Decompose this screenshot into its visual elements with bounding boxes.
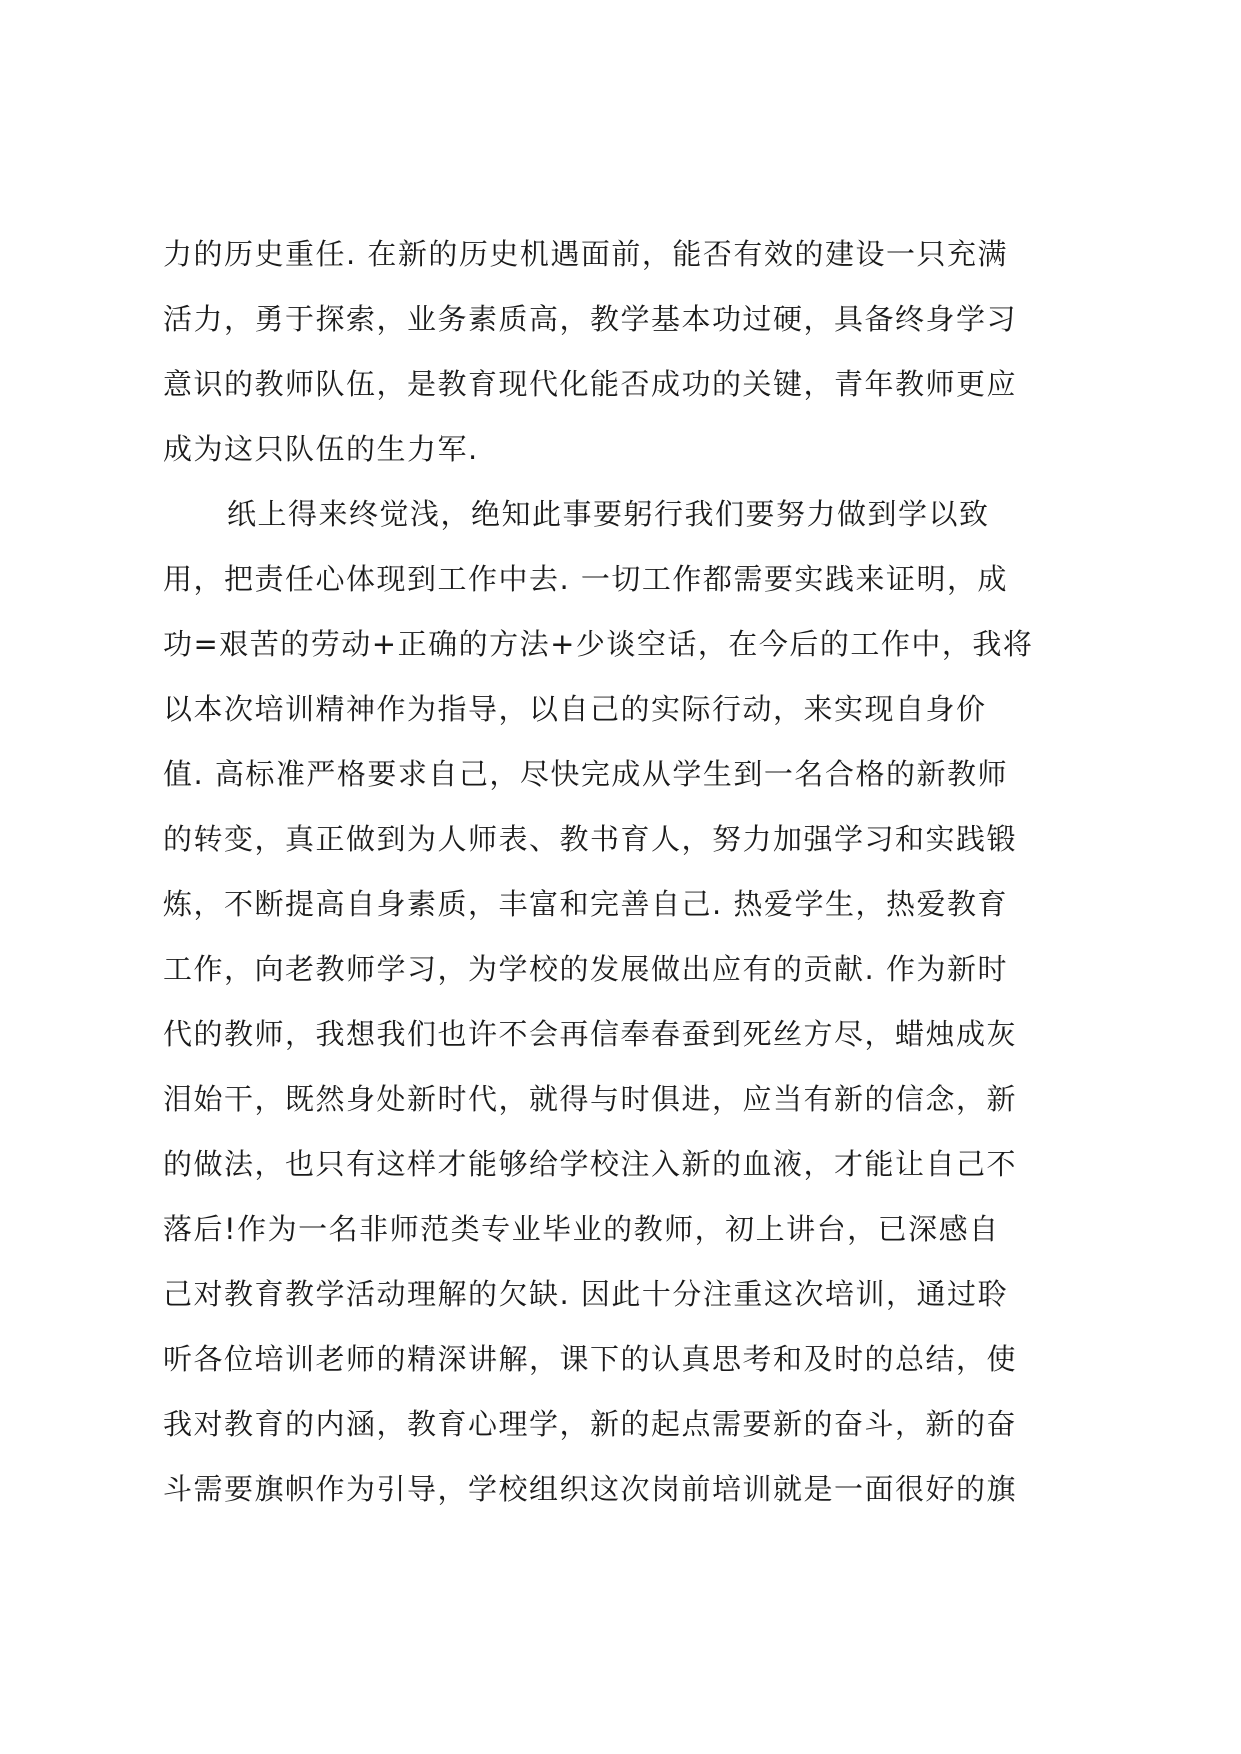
text-line: 的转变，真正做到为人师表、教书育人，努力加强学习和实践锻 [163, 822, 1018, 856]
text-line: 己对教育教学活动理解的欠缺. 因此十分注重这次培训，通过聆 [163, 1277, 1008, 1311]
paragraph-1 [163, 222, 1093, 482]
text-line: 泪始干，既然身处新时代，就得与时俱进，应当有新的信念，新 [163, 1082, 1018, 1116]
text-line: 斗需要旗帜作为引导，学校组织这次岗前培训就是一面很好的旗 [163, 1472, 1018, 1506]
text-line: 的做法，也只有这样才能够给学校注入新的血液，才能让自己不 [163, 1147, 1018, 1181]
text-line: 意识的教师队伍，是教育现代化能否成功的关键，青年教师更应 [163, 367, 1018, 401]
text-line: 力的历史重任. 在新的历史机遇面前，能否有效的建设一只充满 [163, 237, 1008, 271]
text-line: 代的教师，我想我们也许不会再信奉春蚕到死丝方尽，蜡烛成灰 [163, 1017, 1018, 1051]
text-line: 值. 高标准严格要求自己，尽快完成从学生到一名合格的新教师 [163, 757, 1008, 791]
body-text [163, 222, 1093, 1522]
text-line: 我对教育的内涵，教育心理学，新的起点需要新的奋斗，新的奋 [163, 1407, 1018, 1441]
text-line: 功=艰苦的劳动+正确的方法+少谈空话，在今后的工作中，我将 [163, 627, 1034, 661]
text-line: 活力，勇于探索，业务素质高，教学基本功过硬，具备终身学习 [163, 302, 1018, 336]
text-line: 用，把责任心体现到工作中去. 一切工作都需要实践来证明，成 [163, 562, 1008, 596]
paragraph-2 [163, 482, 1093, 1522]
text-line: 纸上得来终觉浅，绝知此事要躬行我们要努力做到学以致 [227, 497, 990, 531]
text-line: 炼，不断提高自身素质，丰富和完善自己. 热爱学生，热爱教育 [163, 887, 1008, 921]
text-line: 落后!作为一名非师范类专业毕业的教师，初上讲台，已深感自 [163, 1212, 1000, 1246]
text-line: 以本次培训精神作为指导，以自己的实际行动，来实现自身价 [163, 692, 987, 726]
text-line: 听各位培训老师的精深讲解，课下的认真思考和及时的总结，使 [163, 1342, 1018, 1376]
text-line: 工作，向老教师学习，为学校的发展做出应有的贡献. 作为新时 [163, 952, 1008, 986]
text-line: 成为这只队伍的生力军. [163, 432, 479, 466]
